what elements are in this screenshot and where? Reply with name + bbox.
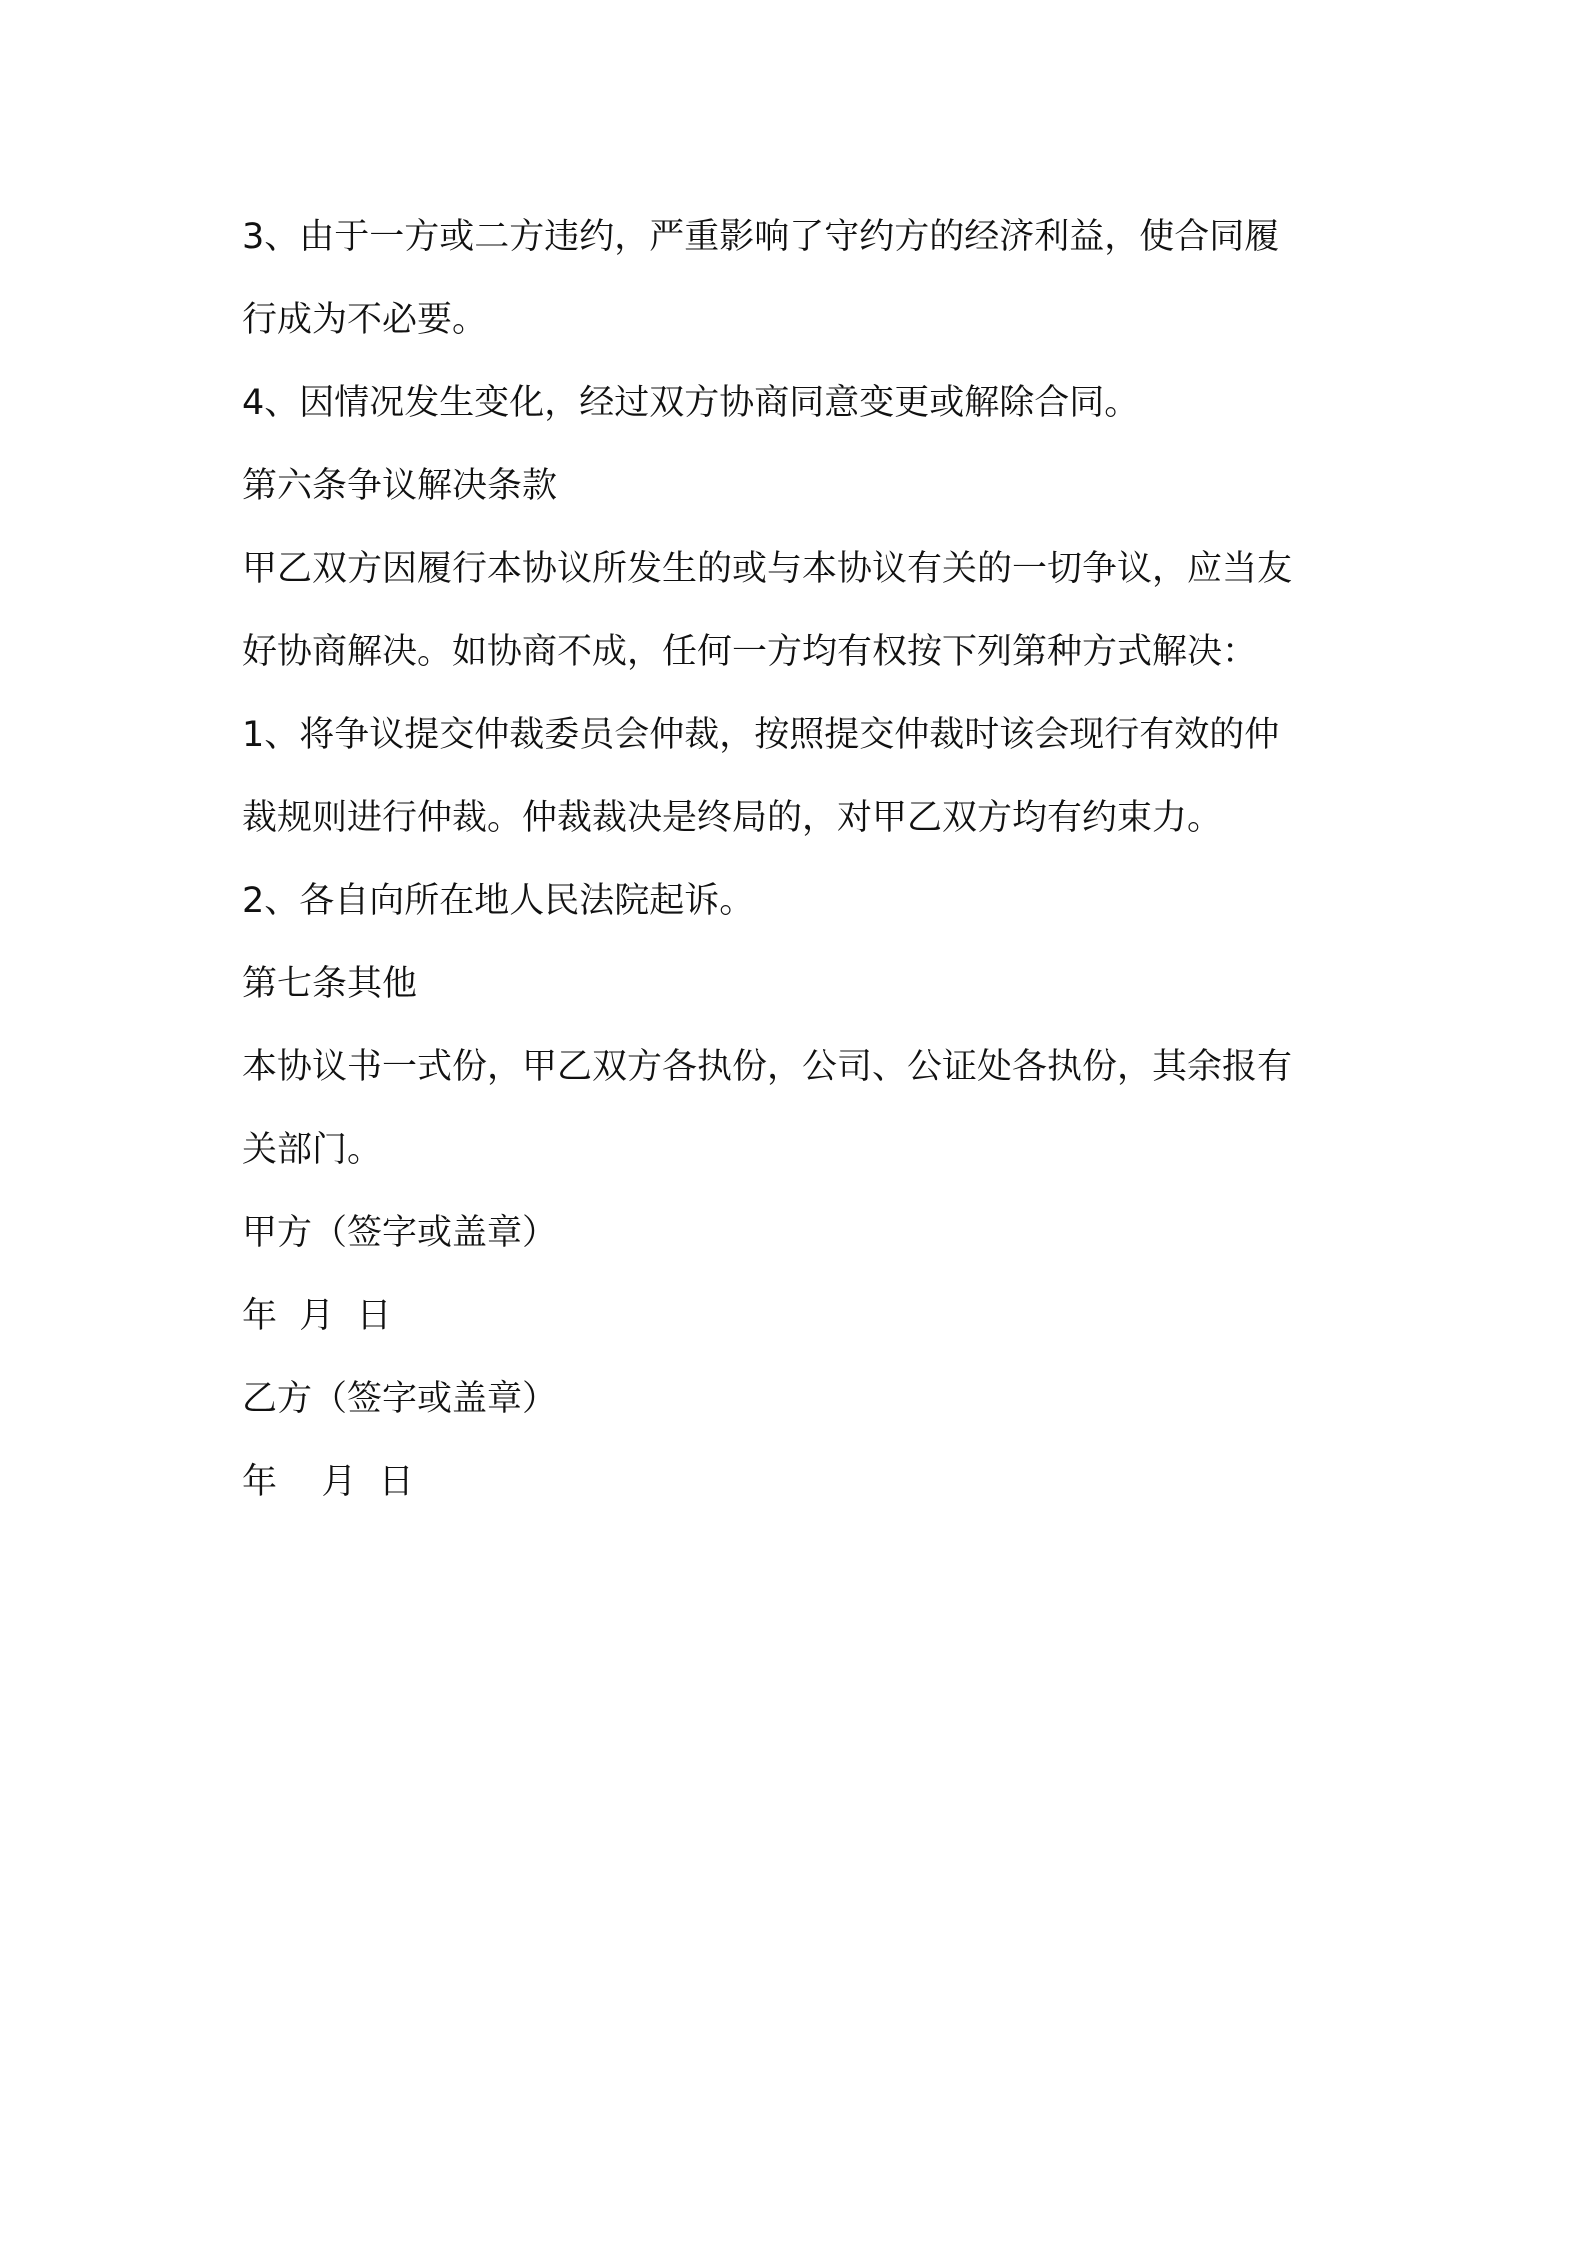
article-6-item-1-line-2: 裁规则进行仲裁。仲裁裁决是终局的，对甲乙双方均有约束力。 bbox=[242, 798, 1223, 838]
article-6-intro-line-1: 甲乙双方因履行本协议所发生的或与本协议有关的一切争议，应当友 bbox=[242, 549, 1293, 589]
clause-5-item-3-line-2: 行成为不必要。 bbox=[242, 300, 488, 340]
article-7-body-line-2: 关部门。 bbox=[242, 1130, 383, 1170]
article-6-intro-line-2: 好协商解决。如协商不成，任何一方均有权按下列第种方式解决： bbox=[242, 632, 1258, 672]
clause-5-item-3-line-1: 3、由于一方或二方违约，严重影响了守约方的经济利益，使合同履 bbox=[242, 217, 1280, 257]
party-a-date-label: 年 月 日 bbox=[242, 1296, 392, 1336]
article-6-item-1-line-1: 1、将争议提交仲裁委员会仲裁，按照提交仲裁时该会现行有效的仲 bbox=[242, 715, 1280, 755]
party-b-signature-label: 乙方（签字或盖章） bbox=[242, 1379, 558, 1419]
article-6-heading: 第六条争议解决条款 bbox=[242, 466, 558, 506]
party-b-date-label: 年 月 日 bbox=[242, 1462, 414, 1502]
clause-5-item-4: 4、因情况发生变化，经过双方协商同意变更或解除合同。 bbox=[242, 383, 1140, 423]
document-body bbox=[242, 196, 1352, 1524]
article-6-item-2: 2、各自向所在地人民法院起诉。 bbox=[242, 881, 755, 921]
article-7-body-line-1: 本协议书一式份，甲乙双方各执份，公司、公证处各执份，其余报有 bbox=[242, 1047, 1293, 1087]
party-a-signature-label: 甲方（签字或盖章） bbox=[242, 1213, 558, 1253]
article-7-heading: 第七条其他 bbox=[242, 964, 418, 1004]
